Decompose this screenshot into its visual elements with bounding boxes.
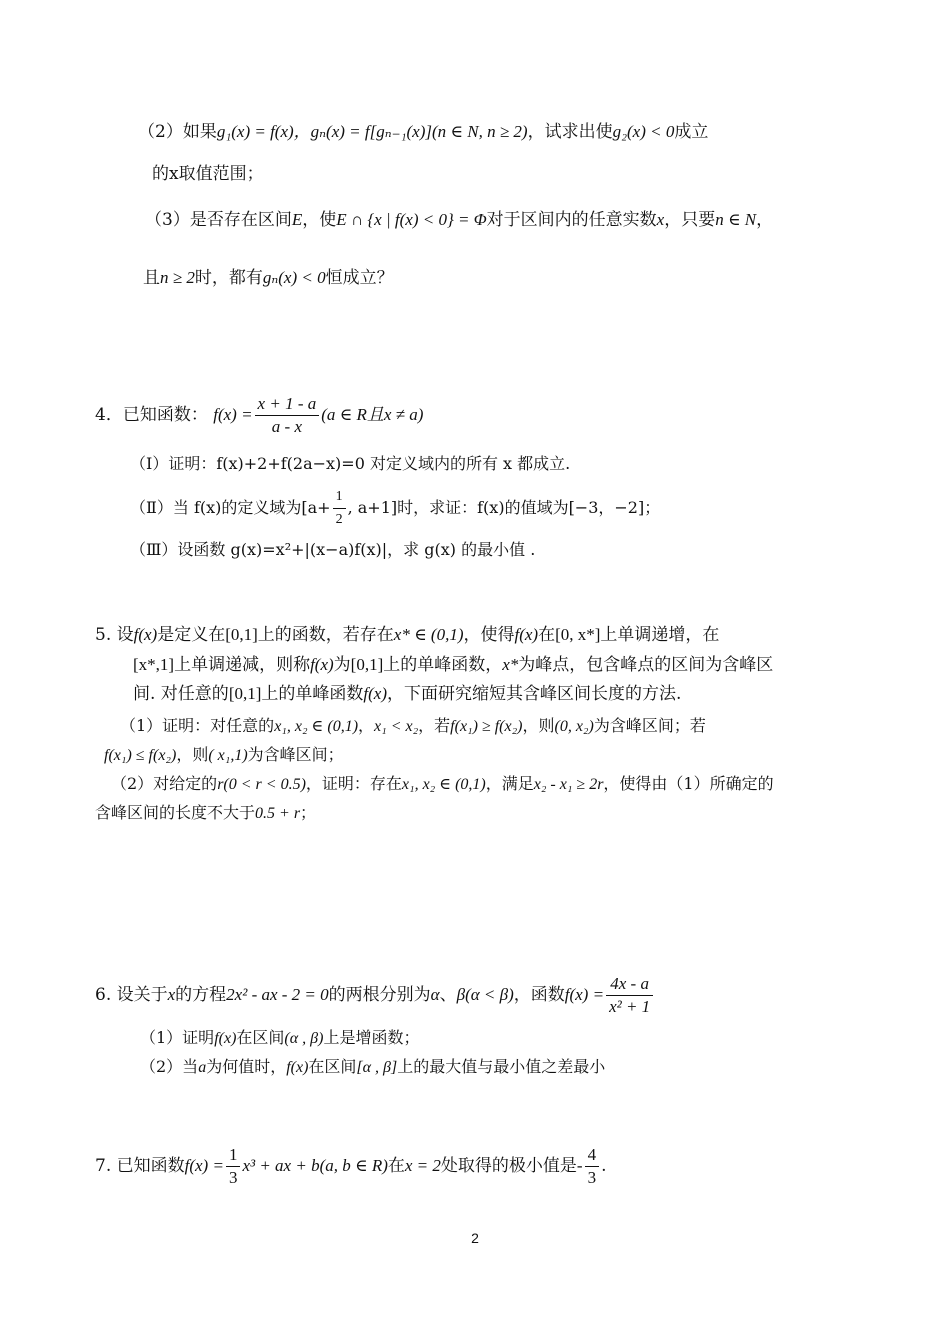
q4-stem: 4．已知函数： f(x) = $\frac{x + 1 - a}{a - x}$ (a ∈ R且x ≠ a) [95, 394, 424, 436]
q4-part1: （Ⅰ）证明：f(x)+2+f(2a−x)=0 对定义域内的所有 x 都成立. [130, 454, 571, 473]
q6-fraction: $\frac{4x - a}{\text{x² + 1}}$ [606, 973, 653, 1018]
q6-part1: （1）证明f(x)在区间(α , β)上是增函数； [140, 1028, 420, 1047]
q5-stem-line2: [x*,1]上单调递减，则称f(x)为[0,1]上的单峰函数，x*为峰点，包含峰点的区间为含峰区 [133, 655, 774, 675]
q3-part2-line2: 的x取值范围； [152, 164, 264, 184]
q4-part2: （Ⅱ）当 f(x)的定义域为[a+ $\frac{1}{2}$ , a+1]时，求证：f(x)的值域为[−3，−2]； [130, 485, 660, 531]
q5-part1-line2: f(x₁) ≤ f(x₂)，则( x₁,1)为含峰区间； [104, 745, 344, 764]
q6-part2: （2）当a为何值时，f(x)在区间[α , β]上的最大值与最小值之差最小 [140, 1057, 606, 1076]
q3-part3-line2: 且n ≥ 2时，都有gₙ(x) < 0恒成立？ [143, 268, 394, 288]
q5-part2-line1: （2）对给定的r(0 < r < 0.5)，证明：存在x₁, x₂ ∈ (0,1)，满足x₂ - x₁ ≥ 2r，使得由（1）所确定的 [111, 774, 774, 793]
q3-part2-math: g₁(x) = f(x)，gₙ(x) = f[gₙ₋₁(x)](n ∈ N, n ≥ 2) [216, 122, 528, 141]
q5-part2-line2: 含峰区间的长度不大于0.5 + r； [95, 803, 317, 822]
q5-part1-line1: （1）证明：对任意的x₁, x₂ ∈ (0,1)，x₁ < x₂，若f(x₁) ≥ f(x₂)，则(0, x₂)为含峰区间；若 [120, 716, 706, 735]
page-number: 2 [471, 1230, 479, 1246]
q6-stem: 6. 设关于x的方程2x² - ax - 2 = 0的两根分别为α、β(α < β)，函数f(x) = $\frac{4x - a}{\text{x² + 1}}$ [95, 972, 655, 1018]
q4-part3: （Ⅲ）设函数 g(x)=x²+|(x−a)f(x)|，求 g(x) 的最小值 . [130, 540, 536, 559]
q5-stem-line1: 5. 设f(x)是定义在[0,1]上的函数，若存在x* ∈ (0,1)，使得f(x)在[0, x*]上单调递增，在 [95, 625, 720, 645]
q3-part2-line1: （2）如果g₁(x) = f(x)，gₙ(x) = f[gₙ₋₁(x)](n ∈ N, n ≥ 2)，试求出使g₂(x) < 0成立 [138, 122, 709, 142]
q7-stem: 7. 已知函数f(x) = $\frac{1}{3}$ x³ + ax + b(a, b ∈ R)在x = 2处取得的极小值是- $\frac{4}{3}$ . [95, 1145, 607, 1187]
q4-fraction: $\frac{x + 1 - a}{a - x}$ [255, 393, 320, 438]
q5-stem-line3: 间. 对任意的[0,1]上的单峰函数f(x)，下面研究缩短其含峰区间长度的方法. [133, 684, 682, 704]
q3-part3-math: E ∩ {x | f(x) < 0} = Φ [336, 210, 487, 229]
q3-part3-line1: （3）是否存在区间E，使E ∩ {x | f(x) < 0} = Φ对于区间内的任意实数x，只要n ∈ N， [145, 210, 774, 230]
